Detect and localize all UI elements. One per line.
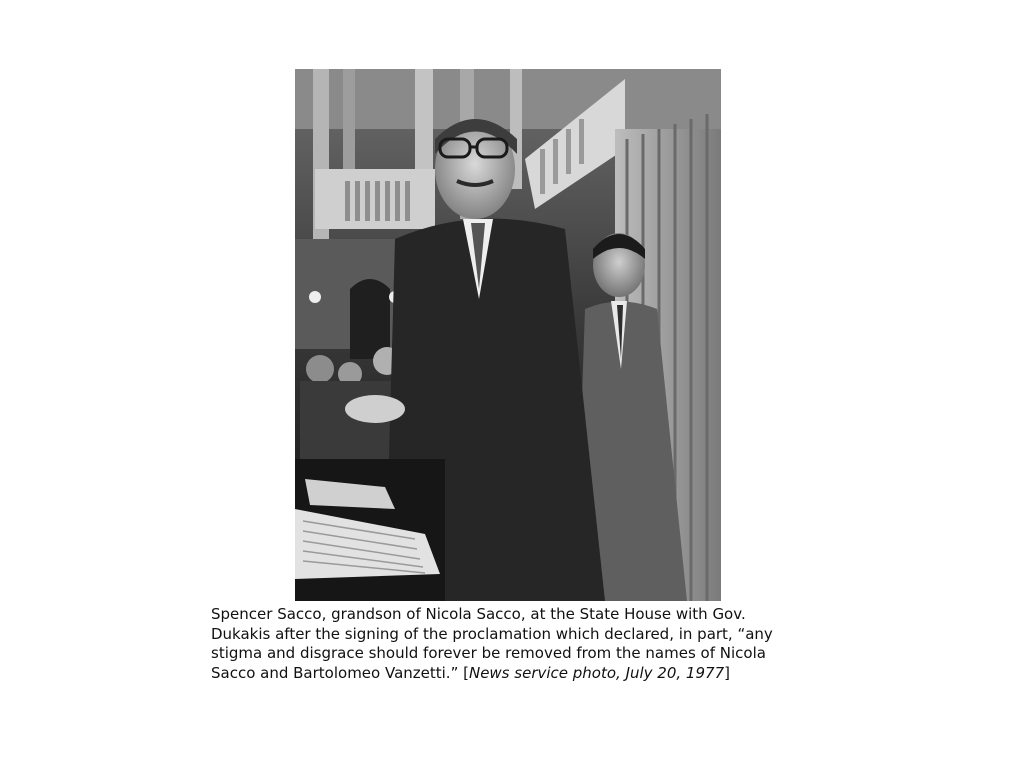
photo-caption (211, 605, 811, 683)
caption-line-4-text: Sacco and Bartolomeo Vanzetti.” [ (211, 663, 469, 682)
caption-line-4-end: ] (724, 663, 730, 682)
photo-illustration (295, 69, 721, 601)
caption-line-2: Dukakis after the signing of the proclamation which declared, in part, “any (211, 624, 773, 643)
caption-line-1: Spencer Sacco, grandson of Nicola Sacco, at the State House with Gov. (211, 605, 746, 623)
caption-line-3: stigma and disgrace should forever be removed from the names of Nicola (211, 644, 766, 662)
caption-line-4 (211, 664, 811, 684)
archival-photo (295, 69, 721, 601)
photo-credit: News service photo, July 20, 1977 (468, 663, 725, 682)
